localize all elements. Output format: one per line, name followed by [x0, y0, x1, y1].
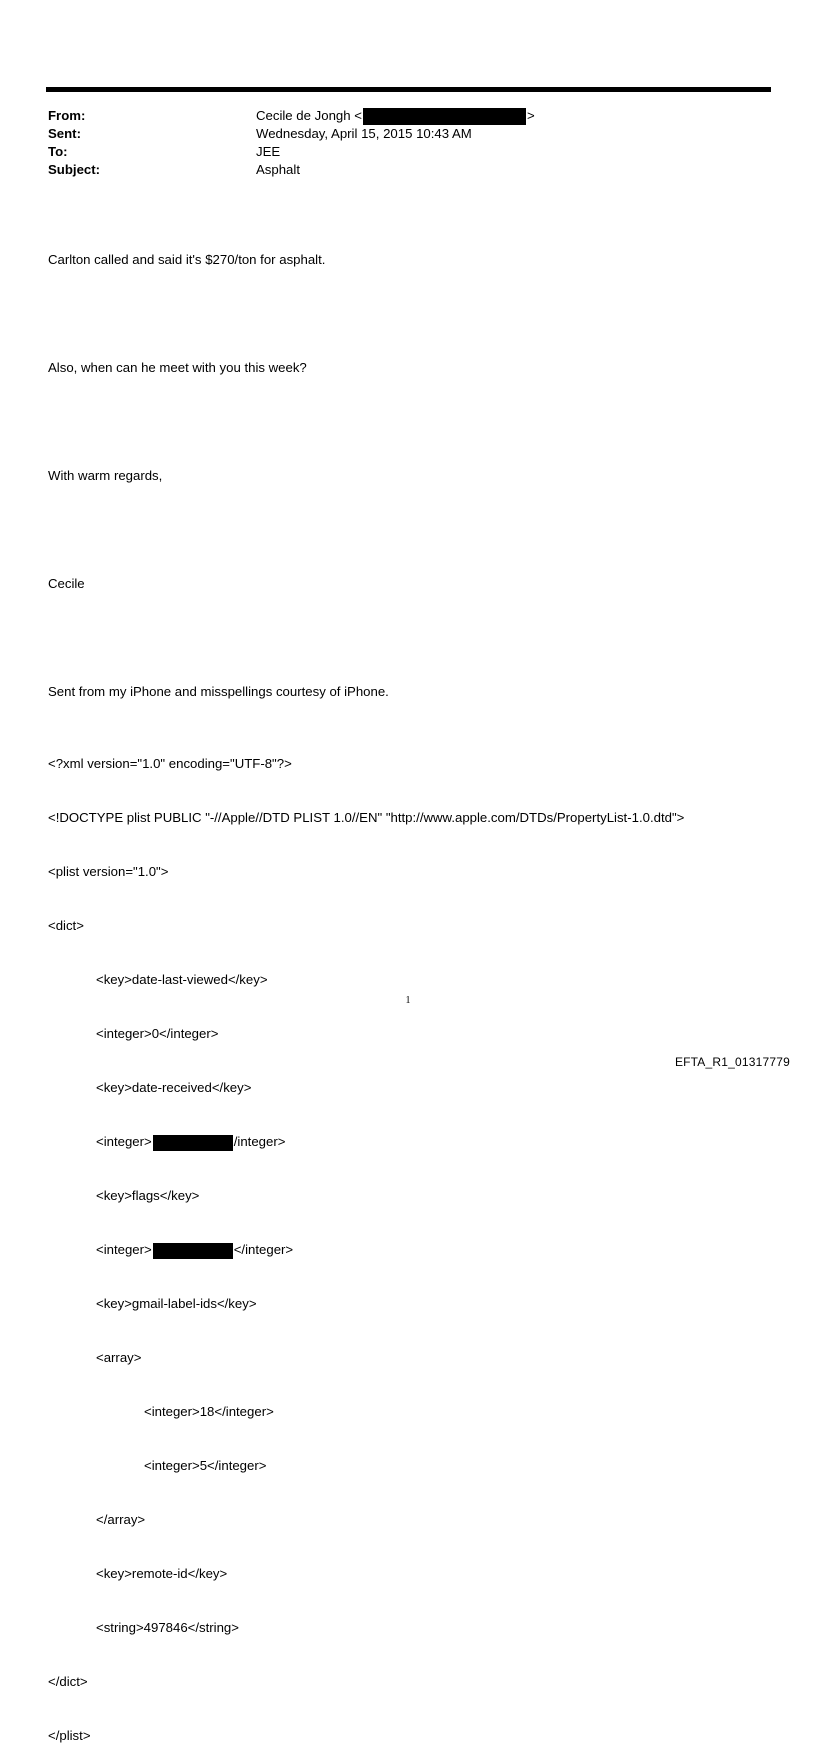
plist-line: <plist version="1.0">: [48, 864, 169, 879]
mobile-signature: Sent from my iPhone and misspellings courtesy of iPhone.: [48, 684, 389, 699]
plist-line: [48, 1133, 684, 1151]
plist-fragment: </integer>: [233, 1242, 294, 1257]
header-rule: [46, 87, 771, 92]
plist-line: <key>date-received</key>: [96, 1080, 252, 1095]
from-close: >: [526, 108, 535, 123]
plist-line: [48, 1241, 684, 1259]
plist-fragment: /integer>: [233, 1134, 286, 1149]
plist-line: <dict>: [48, 918, 84, 933]
subject-value: Asphalt: [256, 162, 300, 177]
to-label: To:: [48, 144, 68, 159]
redacted-value: [153, 1243, 233, 1259]
from-label: From:: [48, 108, 86, 123]
plist-line: </array>: [96, 1512, 146, 1527]
plist-line: <key>gmail-label-ids</key>: [96, 1296, 257, 1311]
plist-line: <integer>5</integer>: [144, 1458, 267, 1473]
sent-value: Wednesday, April 15, 2015 10:43 AM: [256, 126, 472, 141]
plist-line: <?xml version="1.0" encoding="UTF-8"?>: [48, 756, 292, 771]
bates-number: EFTA_R1_01317779: [674, 1055, 790, 1069]
to-value: JEE: [256, 144, 281, 159]
plist-line: <key>flags</key>: [96, 1188, 200, 1203]
body-paragraph: Also, when can he meet with you this week?: [48, 360, 307, 375]
redacted-value: [153, 1135, 233, 1151]
plist-line: <integer>0</integer>: [96, 1026, 219, 1041]
plist-line: <!DOCTYPE plist PUBLIC "-//Apple//DTD PLIST 1.0//EN" "http://www.apple.com/DTDs/PropertyList-1.0.dtd">: [48, 810, 685, 825]
plist-fragment: <integer>: [96, 1134, 152, 1149]
body-paragraph: With warm regards,: [48, 468, 163, 483]
subject-row: [48, 161, 535, 179]
sent-label: Sent:: [48, 126, 81, 141]
from-row: [48, 107, 535, 125]
plist-line: <array>: [96, 1350, 142, 1365]
page-number: 1: [405, 995, 411, 1006]
email-body: [48, 215, 684, 1763]
email-header: [48, 107, 535, 179]
sent-row: [48, 125, 535, 143]
plist-line: <integer>18</integer>: [144, 1404, 274, 1419]
redacted-email: [363, 108, 526, 125]
plist-line: </plist>: [48, 1728, 91, 1743]
plist-line: <key>remote-id</key>: [96, 1566, 228, 1581]
plist-line: <key>date-last-viewed</key>: [96, 972, 268, 987]
subject-label: Subject:: [48, 162, 101, 177]
from-name: Cecile de Jongh <: [256, 108, 362, 123]
body-paragraph: Carlton called and said it's $270/ton for asphalt.: [48, 252, 326, 267]
plist-line: </dict>: [48, 1674, 88, 1689]
signature-name: Cecile: [48, 576, 85, 591]
to-row: [48, 143, 535, 161]
plist-line: <string>497846</string>: [96, 1620, 239, 1635]
plist-fragment: <integer>: [96, 1242, 152, 1257]
from-value: [256, 107, 535, 125]
